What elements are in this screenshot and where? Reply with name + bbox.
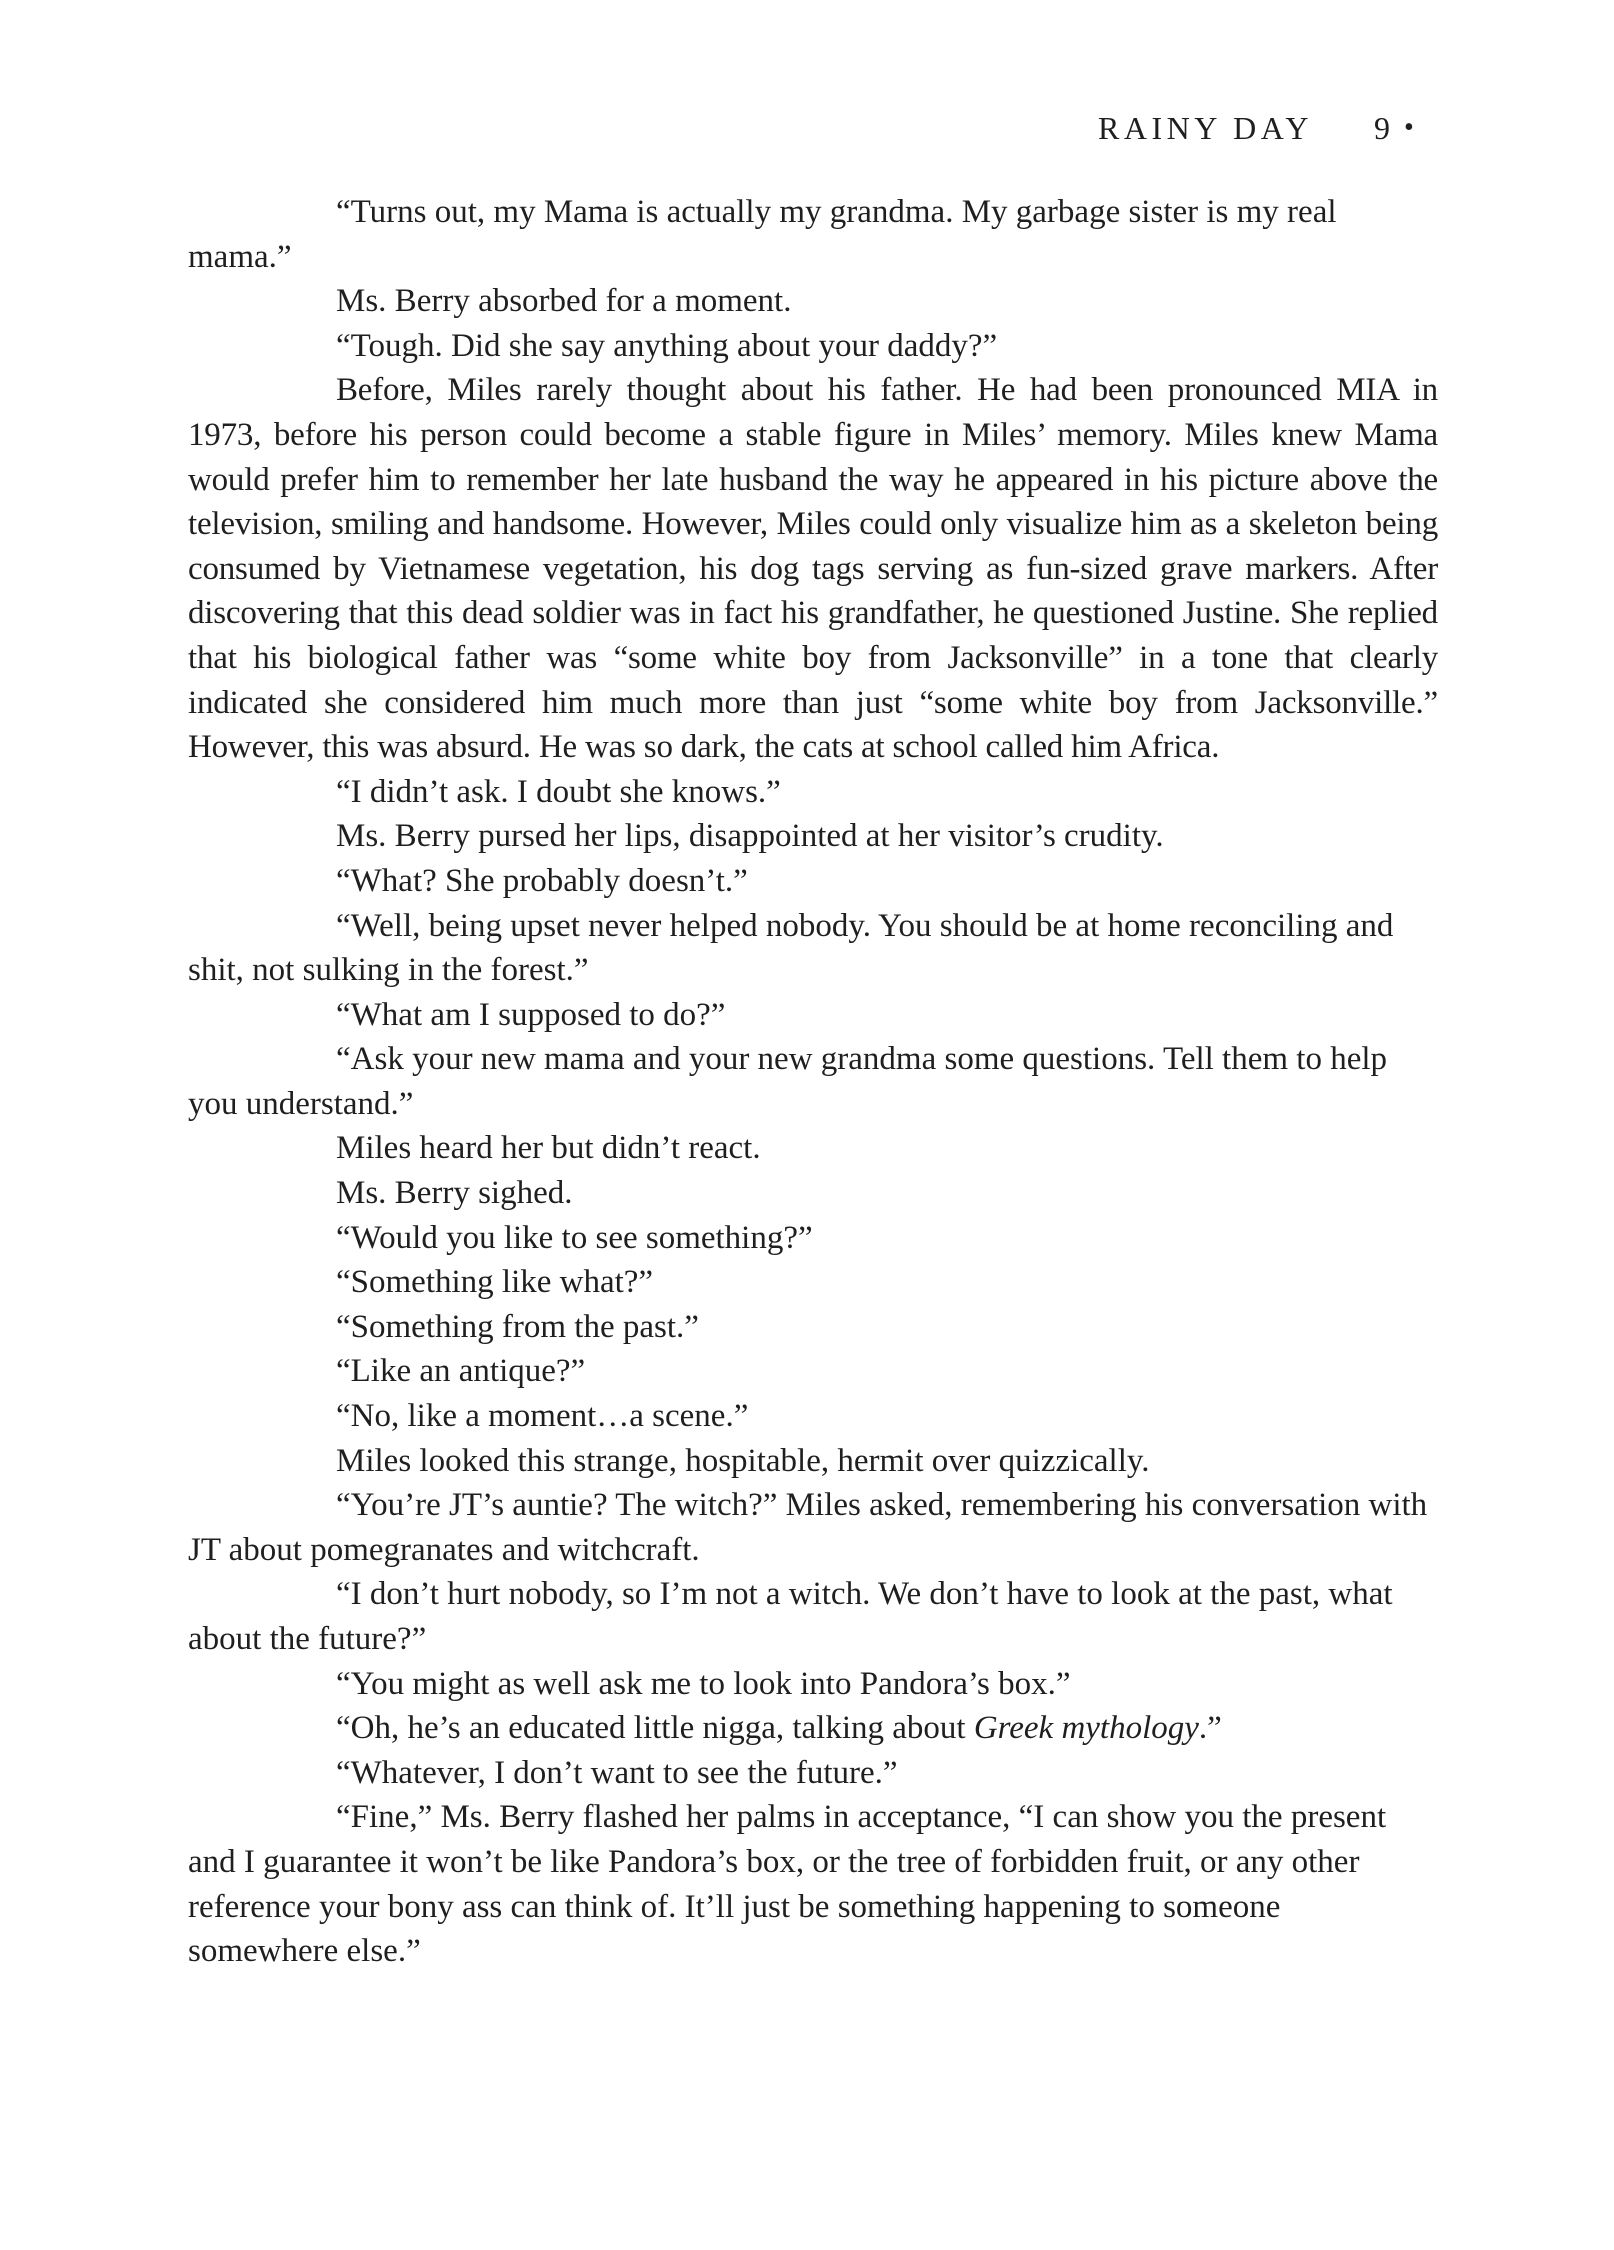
running-title: RAINY DAY [1098, 110, 1314, 146]
paragraph: Ms. Berry pursed her lips, disappointed at her visitor’s crudity. [336, 818, 1164, 855]
paragraph: “Whatever, I don’t want to see the future.” [336, 1754, 898, 1791]
running-header [1098, 104, 1438, 152]
italic-text: Greek mythology [973, 1710, 1199, 1747]
paragraph: “Something from the past.” [336, 1308, 699, 1345]
paragraph: “Would you like to see something?” [336, 1219, 813, 1256]
paragraph: “Ask your new mama and your new grandma some questions. Tell them to help you understand.” [188, 1041, 1388, 1122]
paragraph: “Turns out, my Mama is actually my grandma. My garbage sister is my real mama.” [188, 194, 1337, 275]
paragraph: “Like an antique?” [336, 1353, 586, 1390]
paragraph: “Well, being upset never helped nobody. You should be at home reconciling and shit, not sulking in the forest.” [188, 907, 1394, 989]
paragraph-text: .” [1198, 1710, 1222, 1747]
paragraph: Before, Miles rarely thought about his father. He had been pronounced MIA in 1973, before his person could become a stable figure in Miles’ memory. Miles knew Mama would prefer him to remember her late husband the way he appeared in his picture above the television, smiling and handsome. However, Miles could only visualize him as a skeleton being consumed by Vietnamese vegetation, his dog tags serving as fun-sized grave markers. After discovering that this dead soldier was in fact his grandfather, he questioned Justine. She replied that his biological father was “some white boy from Jacksonville” in a tone that clearly indicated she considered him much more than just “some white boy from Jacksonville.” However, this was absurd. He was so dark, the cats at school called him Africa. [188, 372, 1438, 766]
paragraph: “No, like a moment…a scene.” [336, 1398, 749, 1435]
paragraph: “Fine,” Ms. Berry flashed her palms in acceptance, “I can show you the present and I guarantee it won’t be like Pandora’s box, or the tree of forbidden fruit, or any other reference your bony ass can think of. It’ll just be something happening to someone somewhere else.” [188, 1799, 1387, 1970]
paragraph: “Tough. Did she say anything about your daddy?” [336, 327, 998, 364]
paragraph: Ms. Berry sighed. [336, 1175, 573, 1212]
page-number: 9 [1374, 110, 1390, 146]
paragraph: “You might as well ask me to look into Pandora’s box.” [336, 1665, 1071, 1702]
bullet-ornament: • [1404, 112, 1414, 143]
paragraph: Miles looked this strange, hospitable, hermit over quizzically. [336, 1442, 1150, 1479]
paragraph: Ms. Berry absorbed for a moment. [336, 283, 792, 320]
paragraph [188, 1706, 1438, 1751]
paragraph-text: “Oh, he’s an educated little nigga, talking about [336, 1710, 974, 1747]
paragraph: Miles heard her but didn’t react. [336, 1130, 761, 1167]
paragraph: “What am I supposed to do?” [336, 996, 726, 1033]
paragraph: “You’re JT’s auntie? The witch?” Miles asked, remembering his conversation with JT about pomegranates and witchcraft. [188, 1487, 1428, 1568]
paragraph: “Something like what?” [336, 1264, 654, 1301]
paragraph: “I didn’t ask. I doubt she knows.” [336, 773, 781, 810]
body-text [188, 190, 1438, 1974]
paragraph: “I don’t hurt nobody, so I’m not a witch. We don’t have to look at the past, what about the future?” [188, 1576, 1393, 1657]
paragraph: “What? She probably doesn’t.” [336, 862, 748, 899]
